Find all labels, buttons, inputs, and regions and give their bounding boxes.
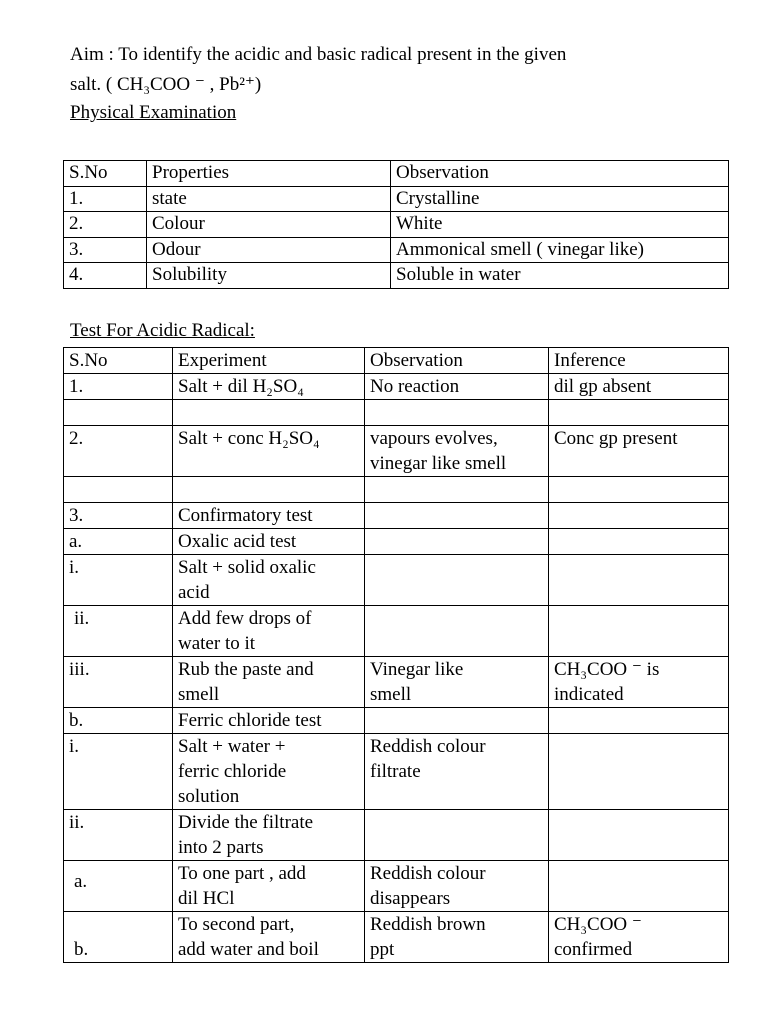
cell-sno: 4. — [64, 263, 147, 289]
cell-observation: Reddish brown ppt — [365, 912, 549, 963]
header-sno: S.No — [64, 161, 147, 187]
header-properties: Properties — [147, 161, 391, 187]
cell-observation: White — [391, 212, 729, 238]
cell-experiment: To one part , add dil HCl — [173, 861, 365, 912]
table-row — [64, 555, 729, 606]
cell-sno: b. — [64, 912, 173, 963]
header-experiment: Experiment — [173, 348, 365, 374]
table-row — [64, 529, 729, 555]
acidic-radical-heading: Test For Acidic Radical: — [70, 320, 255, 341]
table-row — [64, 912, 729, 963]
cell-experiment: Salt + conc H₂SO₄ — [173, 426, 365, 477]
aim-line-2: salt. ( CH₃COO ⁻ , Pb²⁺) — [70, 74, 262, 95]
cell-sno — [64, 400, 173, 426]
cell-sno: i. — [64, 734, 173, 810]
table-header-row — [64, 348, 729, 374]
cell-property: state — [147, 186, 391, 212]
acidic-radical-table — [63, 347, 729, 963]
cell-sno: ii. — [64, 810, 173, 861]
cell-sno: b. — [64, 708, 173, 734]
cell-observation: No reaction — [365, 374, 549, 400]
cell-property: Odour — [147, 237, 391, 263]
table-header-row — [64, 161, 729, 187]
cell-sno: 1. — [64, 186, 147, 212]
cell-inference — [549, 810, 729, 861]
cell-sno: 3. — [64, 503, 173, 529]
cell-inference — [549, 477, 729, 503]
header-sno: S.No — [64, 348, 173, 374]
cell-sno: ii. — [64, 606, 173, 657]
table-row — [64, 186, 729, 212]
cell-sno: a. — [64, 861, 173, 912]
cell-experiment: Ferric chloride test — [173, 708, 365, 734]
table-row — [64, 374, 729, 400]
cell-experiment: Divide the filtrate into 2 parts — [173, 810, 365, 861]
cell-sno: 1. — [64, 374, 173, 400]
table-row — [64, 477, 729, 503]
cell-property: Colour — [147, 212, 391, 238]
header-observation: Observation — [391, 161, 729, 187]
physical-examination-table — [63, 160, 729, 289]
cell-observation — [365, 810, 549, 861]
table-row — [64, 237, 729, 263]
cell-observation: Ammonical smell ( vinegar like) — [391, 237, 729, 263]
cell-observation — [365, 708, 549, 734]
table-row — [64, 657, 729, 708]
header-observation: Observation — [365, 348, 549, 374]
cell-sno — [64, 477, 173, 503]
cell-observation — [365, 503, 549, 529]
cell-experiment: Confirmatory test — [173, 503, 365, 529]
cell-experiment: Rub the paste and smell — [173, 657, 365, 708]
cell-experiment — [173, 477, 365, 503]
table-row — [64, 212, 729, 238]
cell-experiment: Oxalic acid test — [173, 529, 365, 555]
header-inference: Inference — [549, 348, 729, 374]
cell-observation: Soluble in water — [391, 263, 729, 289]
cell-inference: dil gp absent — [549, 374, 729, 400]
cell-observation — [365, 400, 549, 426]
cell-inference: CH₃COO ⁻ is indicated — [549, 657, 729, 708]
cell-experiment: Add few drops of water to it — [173, 606, 365, 657]
cell-inference: Conc gp present — [549, 426, 729, 477]
aim-line-1: Aim : To identify the acidic and basic radical present in the given — [70, 44, 567, 65]
cell-sno: 2. — [64, 426, 173, 477]
cell-sno: i. — [64, 555, 173, 606]
cell-sno: iii. — [64, 657, 173, 708]
cell-inference — [549, 708, 729, 734]
cell-observation: Reddish colour filtrate — [365, 734, 549, 810]
cell-inference — [549, 734, 729, 810]
cell-experiment: To second part, add water and boil — [173, 912, 365, 963]
cell-observation: vapours evolves, vinegar like smell — [365, 426, 549, 477]
table-row — [64, 708, 729, 734]
cell-observation — [365, 555, 549, 606]
table-row — [64, 734, 729, 810]
cell-experiment: Salt + solid oxalic acid — [173, 555, 365, 606]
cell-experiment — [173, 400, 365, 426]
cell-inference — [549, 529, 729, 555]
cell-inference — [549, 555, 729, 606]
cell-experiment: Salt + water + ferric chloride solution — [173, 734, 365, 810]
cell-observation — [365, 477, 549, 503]
cell-observation — [365, 606, 549, 657]
physical-examination-heading: Physical Examination — [70, 102, 237, 123]
cell-sno: 2. — [64, 212, 147, 238]
cell-observation: Reddish colour disappears — [365, 861, 549, 912]
cell-inference: CH₃COO ⁻ confirmed — [549, 912, 729, 963]
cell-observation — [365, 529, 549, 555]
cell-sno: 3. — [64, 237, 147, 263]
table-row — [64, 263, 729, 289]
cell-inference — [549, 400, 729, 426]
cell-experiment: Salt + dil H₂SO₄ — [173, 374, 365, 400]
table-row — [64, 606, 729, 657]
table-row — [64, 810, 729, 861]
table-row — [64, 426, 729, 477]
cell-property: Solubility — [147, 263, 391, 289]
table-row — [64, 400, 729, 426]
cell-inference — [549, 861, 729, 912]
table-row — [64, 861, 729, 912]
cell-inference — [549, 503, 729, 529]
table-row — [64, 503, 729, 529]
cell-inference — [549, 606, 729, 657]
cell-observation: Vinegar like smell — [365, 657, 549, 708]
cell-sno: a. — [64, 529, 173, 555]
cell-observation: Crystalline — [391, 186, 729, 212]
